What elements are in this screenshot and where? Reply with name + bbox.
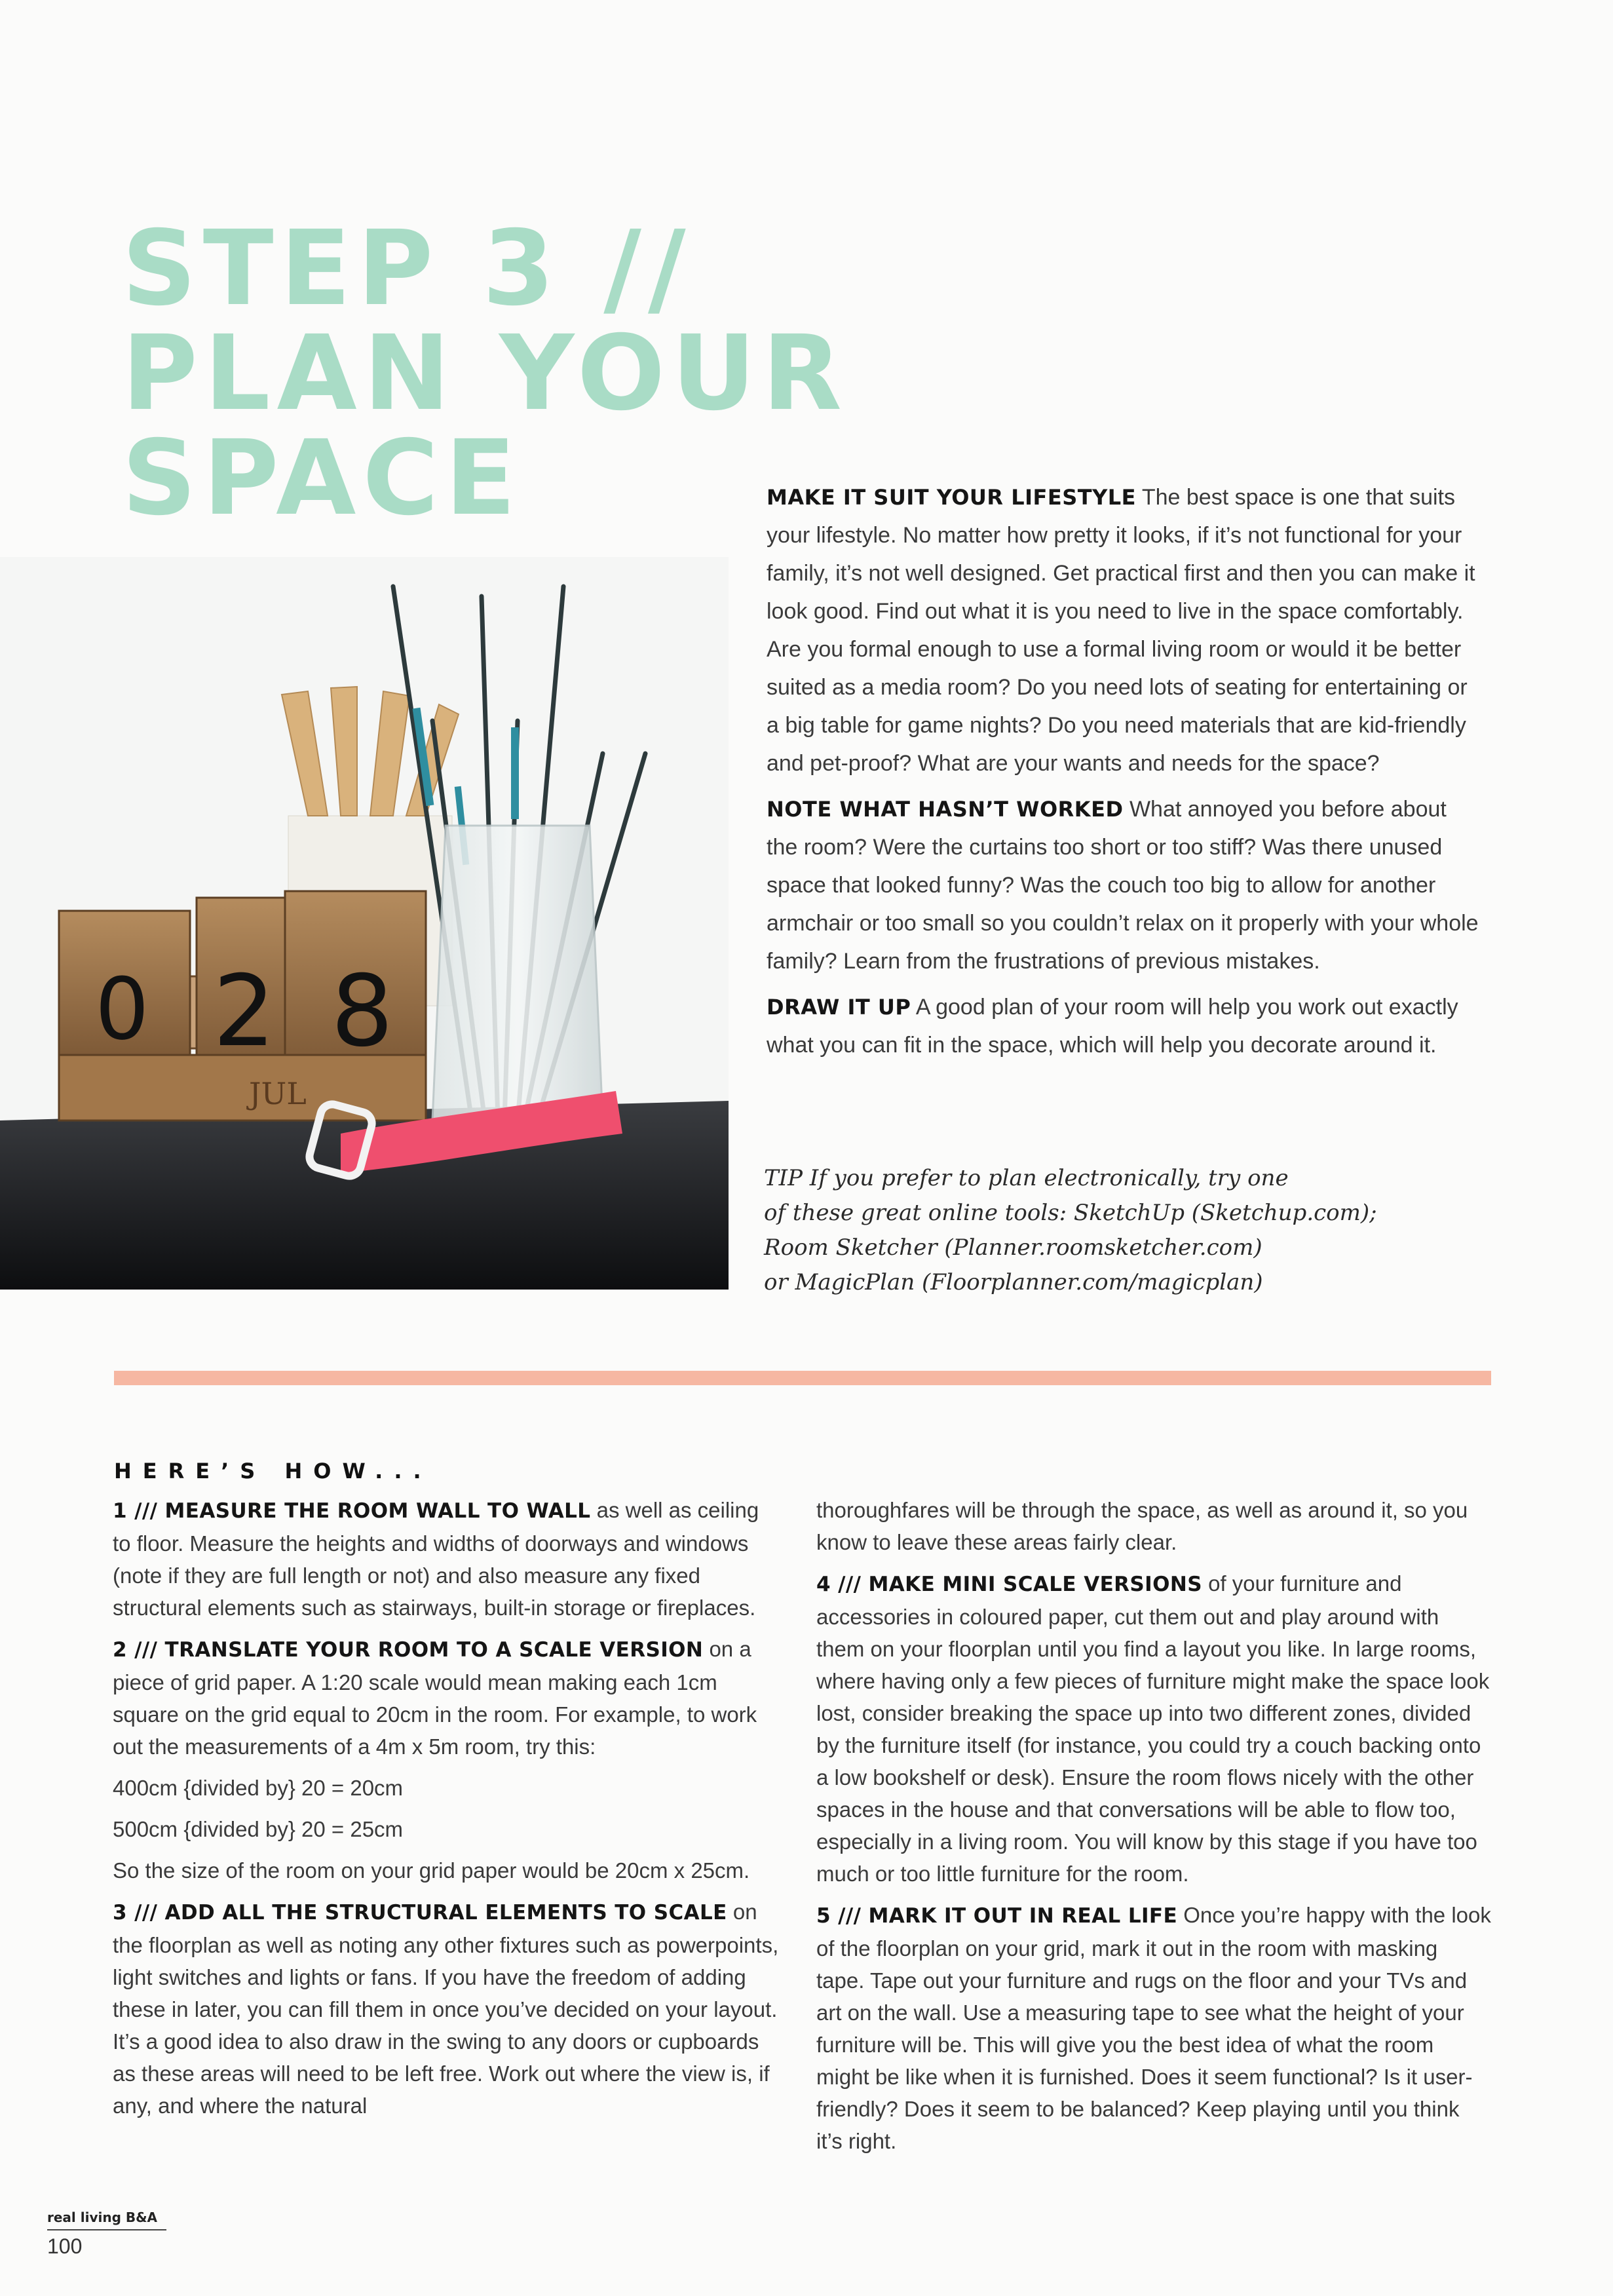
page-number: 100 (47, 2234, 83, 2258)
howto-step (816, 1567, 1491, 1890)
step-body: of your furniture and accessories in coloured paper, cut them out and play around with them on your floorplan until you find a layout you like. In large rooms, where having only a few pieces of furniture might make the space look lost, consider breaking the space up into two different zones, divided by the furniture itself (for instance, you could try a couch backing onto a low bookshelf or desk). Ensure the room flows nicely with the other spaces in the house and that conversations will be able to flow too, especially in a living room. You will know by this stage if you have too much or too little furniture for the room. (816, 1571, 1490, 1886)
step-lead: 1 /// MEASURE THE ROOM WALL TO WALL (113, 1499, 591, 1523)
glass-jar (432, 826, 603, 1120)
intro-text (767, 478, 1481, 1072)
intro-paragraph (767, 790, 1481, 980)
title-line-1: STEP 3 // (122, 208, 693, 329)
tip-line: TIP If you prefer to plan electronically, try one (764, 1165, 1289, 1191)
step-body: on a piece of grid paper. A 1:20 scale would mean making each 1cm square on the grid equal to 20cm in the room. For example, to work out the measurements of a 4m x 5m room, try this: (113, 1637, 757, 1759)
intro-lead: DRAW IT UP (767, 995, 911, 1020)
step-lead: 5 /// MARK IT OUT IN REAL LIFE (816, 1904, 1178, 1928)
howto-step (816, 1899, 1491, 2157)
tip-line: Room Sketcher (Planner.roomsketcher.com) (764, 1234, 1262, 1261)
footer-rule (47, 2229, 166, 2230)
calendar-digit-2: 2 (213, 955, 276, 1069)
step-lead: 2 /// TRANSLATE YOUR ROOM TO A SCALE VERSION (113, 1638, 704, 1662)
step-continued-text: thoroughfares will be through the space, as well as around it, so you know to leave these areas fairly clear. (816, 1498, 1468, 1554)
title-line-3: SPACE (122, 418, 523, 539)
wooden-calendar (59, 891, 426, 1120)
desk-still-life-illustration (0, 557, 729, 1290)
tip-box (764, 1161, 1498, 1300)
intro-body: What annoyed you before about the room? Were the curtains too short or too stiff? Was there unused space that looked funny? Was the couch too big to allow for another armchair or too small so you couldn’t relax on it properly with your whole family? Learn from the frustrations of previous mistakes. (767, 797, 1479, 974)
intro-lead: NOTE WHAT HASN’T WORKED (767, 797, 1124, 822)
intro-body: A good plan of your room will help you work out exactly what you can fit in the space, which will help you decorate around it. (767, 995, 1458, 1058)
step-after-text: So the size of the room on your grid paper would be 20cm x 25cm. (113, 1858, 750, 1883)
calendar-digit-8: 8 (331, 955, 394, 1069)
howto-step (113, 1896, 781, 2122)
scale-calculation: 400cm {divided by} 20 = 20cm (113, 1776, 404, 1800)
step-lead: 3 /// ADD ALL THE STRUCTURAL ELEMENTS TO SCALE (113, 1901, 727, 1924)
page-title (122, 208, 849, 539)
tip-line: or MagicPlan (Floorplanner.com/magicplan) (764, 1269, 1263, 1295)
intro-paragraph (767, 478, 1481, 782)
title-line-2: PLAN YOUR (122, 313, 849, 434)
calendar-month: JUL (249, 1076, 307, 1111)
intro-paragraph (767, 988, 1481, 1064)
intro-lead: MAKE IT SUIT YOUR LIFESTYLE (767, 485, 1136, 510)
howto-column-right (816, 1494, 1491, 2166)
section-divider (114, 1371, 1491, 1385)
howto-step (113, 1494, 781, 1624)
howto-heading: HERE’S HOW... (114, 1459, 432, 1483)
scale-calculation: 500cm {divided by} 20 = 25cm (113, 1817, 404, 1841)
feature-photo (0, 557, 729, 1290)
intro-body: The best space is one that suits your lifestyle. No matter how pretty it looks, if it’s not functional for your family, it’s not well designed. Get practical first and then you can make it look good. Find out what it is you need to live in the space comfortably. Are you formal enough to use a formal living room or would it be better suited as a media room? Do you need lots of seating for entertaining or a big table for game nights? Do you need materials that are kid-friendly and pet-proof? What are your wants and needs for the space? (767, 485, 1475, 776)
step-lead: 4 /// MAKE MINI SCALE VERSIONS (816, 1573, 1202, 1596)
howto-column-left (113, 1494, 781, 2131)
calendar-digit-0: 0 (95, 959, 149, 1059)
magazine-brand: real living B&A (47, 2210, 158, 2225)
step-body: as well as ceiling to floor. Measure the heights and widths of doorways and windows (note if they are full length or not) and also measure any fixed structural elements such as stairways, built-in storage or fireplaces. (113, 1498, 759, 1620)
howto-step (113, 1633, 781, 1763)
step-body: on the floorplan as well as noting any other fixtures such as powerpoints, light switches and lights or fans. If you have the freedom of adding these in later, you can fill them in once you’ve decided on your layout. It’s a good idea to also draw in the swing to any doors or cupboards as these areas will need to be left free. Work out where the view is, if any, and where the natural (113, 1900, 779, 2118)
tip-line: of these great online tools: SketchUp (Sketchup.com); (764, 1200, 1377, 1226)
step-body: Once you’re happy with the look of the floorplan on your grid, mark it out in the room with masking tape. Tape out your furniture and rugs on the floor and your TVs and art on the wall. Use a measuring tape to see what the height of your furniture will be. This will give you the best idea of what the room might be like when it is furnished. Does it seem functional? Is it user-friendly? Does it seem to be balanced? Keep playing until you think it’s right. (816, 1903, 1491, 2153)
